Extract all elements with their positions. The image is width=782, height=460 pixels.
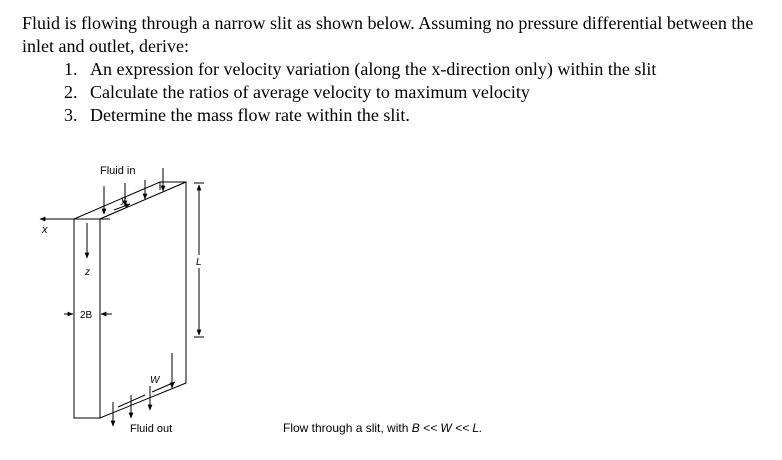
- figure-caption: [283, 421, 482, 435]
- problem-item-3: 3. Determine the mass flow rate within the slit.: [82, 104, 772, 127]
- label-l: L: [196, 257, 202, 268]
- caption-math: B << W << L.: [411, 421, 483, 435]
- label-2b: 2B: [80, 310, 93, 321]
- problem-intro: Fluid is flowing through a narrow slit as shown below. Assuming no pressure differential between the inlet and outlet, derive:: [22, 13, 754, 56]
- label-z: z: [85, 267, 90, 278]
- problem-item-1: 1. An expression for velocity variation (along the x-direction only) within the slit: [82, 58, 772, 81]
- fluid-in-label: Fluid in: [100, 165, 136, 177]
- label-y: y: [121, 195, 126, 206]
- problem-item-2: 2. Calculate the ratios of average velocity to maximum velocity: [82, 81, 772, 104]
- slit-box: [74, 182, 186, 418]
- label-w: W: [150, 375, 160, 386]
- fluid-out-label: Fluid out: [130, 423, 173, 435]
- label-x: x: [42, 224, 48, 236]
- caption-prefix: Flow through a slit, with: [283, 421, 412, 435]
